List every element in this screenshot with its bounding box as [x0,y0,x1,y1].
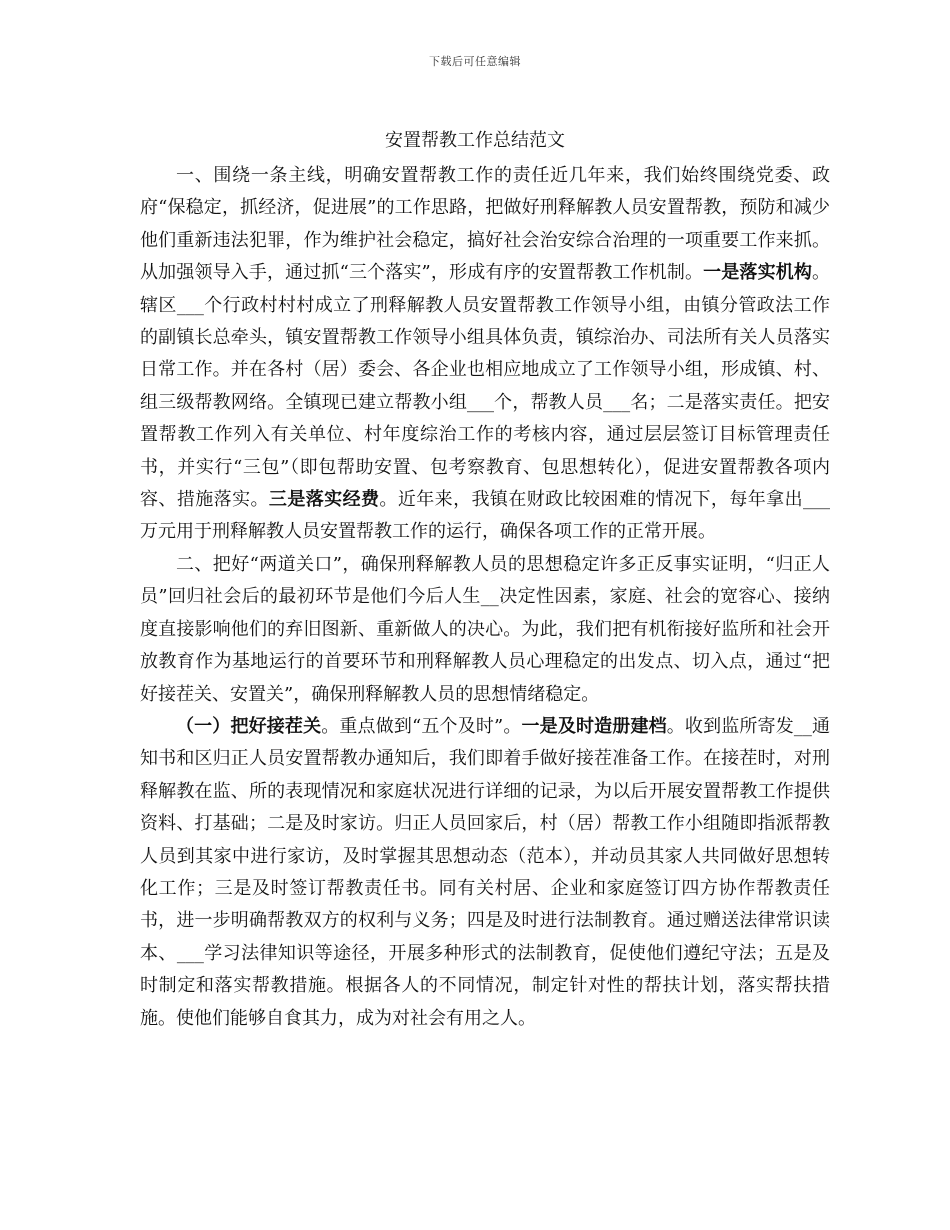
paragraph-1 [140,160,830,549]
bold-phrase: 一是及时造册建档 [521,715,667,737]
paragraph-3 [140,711,830,1035]
paragraph-text: 。辖区___个行政村村村成立了刑释解教人员安置帮教工作领导小组，由镇分管政法工作的副镇长总牵头，镇安置帮教工作领导小组具体负责，镇综治办、司法所有关人员落实日常工作。并在各村（居）委会、各企业也相应地成立了工作领导小组，形成镇、村、组三级帮教网络。全镇现已建立帮教小组___个，帮教人员___名；二是落实责任。把安置帮教工作列入有关单位、村年度综治工作的考核内容，通过层层签订目标管理责任书，并实行“三包”（即包帮助安置、包考察教育、包思想转化），促进安置帮教各项内容、措施落实。 [140,262,831,511]
bold-phrase: 一是落实机构 [703,262,813,284]
paragraph-text: 。重点做到“五个及时”。 [321,715,522,737]
paragraph-text: 。收到监所寄发__通知书和区归正人员安置帮教办通知后，我们即着手做好接茬准备工作。在接茬时，对刑释解教在监、所的表现情况和家庭状况进行详细的记录，为以后开展安置帮教工作提供资料、打基础；二是及时家访。归正人员回家后，村（居）帮教工作小组随即指派帮教人员到其家中进行家访，及时掌握其思想动态（范本），并动员其家人共同做好思想转化工作；三是及时签订帮教责任书。同有关村居、企业和家庭签订四方协作帮教责任书，进一步明确帮教双方的权利与义务；四是及时进行法制教育。通过赠送法律常识读本、___学习法律知识等途径，开展多种形式的法制教育，促使他们遵纪守法；五是及时制定和落实帮教措施。根据各人的不同情况，制定针对性的帮扶计划，落实帮扶措施。使他们能够自食其力，成为对社会有用之人。 [140,715,831,1029]
paragraph-text: 。近年来，我镇在财政比较困难的情况下，每年拿出___万元用于刑释解教人员安置帮教工作的运行，确保各项工作的正常开展。 [140,489,831,543]
document-title: 安置帮教工作总结范文 [385,130,565,151]
header-note: 下载后可任意编辑 [429,55,521,68]
bold-phrase: （一）把好接茬关 [176,715,322,737]
paragraph-2 [140,549,830,711]
document-body [140,160,830,1035]
paragraph-text: 一、围绕一条主线，明确安置帮教工作的责任近几年来，我们始终围绕党委、政府“保稳定，抓经济，促进展”的工作思路，把做好刑释解教人员安置帮教，预防和减少他们重新违法犯罪，作为维护社会稳定，搞好社会治安综合治理的一项重要工作来抓。从加强领导入手，通过抓“三个落实”，形成有序的安置帮教工作机制。 [140,165,830,284]
bold-phrase: 三是落实经费 [268,489,380,511]
paragraph-text: 二、把好“两道关口”，确保刑释解教人员的思想稳定许多正反事实证明，“归正人员”回归社会后的最初环节是他们今后人生__决定性因素，家庭、社会的宽容心、接纳度直接影响他们的弃旧图新、重新做人的决心。为此，我们把有机衔接好监所和社会开放教育作为基地运行的首要环节和刑释解教人员心理稳定的出发点、切入点，通过“把好接茬关、安置关”，确保刑释解教人员的思想情绪稳定。 [140,553,830,705]
